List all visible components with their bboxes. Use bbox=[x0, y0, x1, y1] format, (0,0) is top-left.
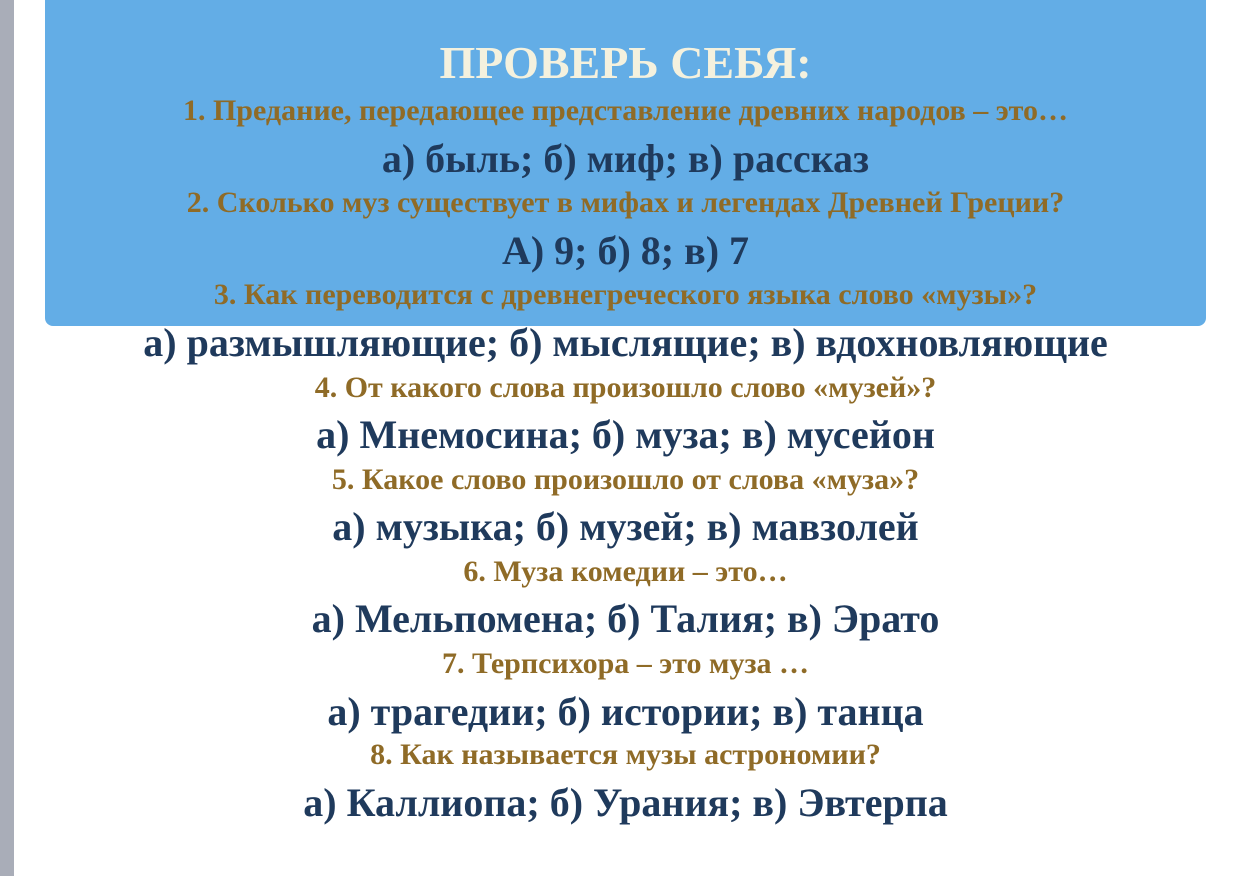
question-8: 8. Как называется музы астрономии? bbox=[370, 738, 881, 771]
question-5: 5. Какое слово произошло от слова «муза»? bbox=[331, 463, 920, 496]
question-4: 4. От какого слова произошло слово «музей»? bbox=[314, 371, 937, 404]
answers-2: А) 9; б) 8; в) 7 bbox=[501, 228, 750, 273]
answers-3: а) размышляющие; б) мыслящие; в) вдохновляющие bbox=[143, 320, 1108, 365]
question-6: 6. Муза комедии – это… bbox=[463, 555, 788, 588]
slide-title: ПРОВЕРЬ СЕБЯ: bbox=[439, 37, 812, 88]
answers-6: а) Мельпомена; б) Талия; в) Эрато bbox=[311, 596, 940, 641]
question-1: 1. Предание, передающее представление древних народов – это… bbox=[182, 94, 1069, 127]
question-3: 3. Как переводится с древнегреческого языка слово «музы»? bbox=[213, 278, 1038, 311]
answers-8: а) Каллиопа; б) Урания; в) Эвтерпа bbox=[303, 780, 948, 825]
question-2: 2. Сколько муз существует в мифах и легендах Древней Греции? bbox=[186, 186, 1065, 219]
answers-5: а) музыка; б) музей; в) мавзолей bbox=[332, 504, 919, 549]
left-edge-bar bbox=[0, 0, 14, 876]
answers-1: а) быль; б) миф; в) рассказ bbox=[381, 136, 870, 181]
answers-7: а) трагедии; б) истории; в) танца bbox=[327, 689, 924, 734]
question-7: 7. Терпсихора – это муза … bbox=[441, 647, 810, 680]
answers-4: а) Мнемосина; б) муза; в) мусейон bbox=[316, 412, 935, 457]
